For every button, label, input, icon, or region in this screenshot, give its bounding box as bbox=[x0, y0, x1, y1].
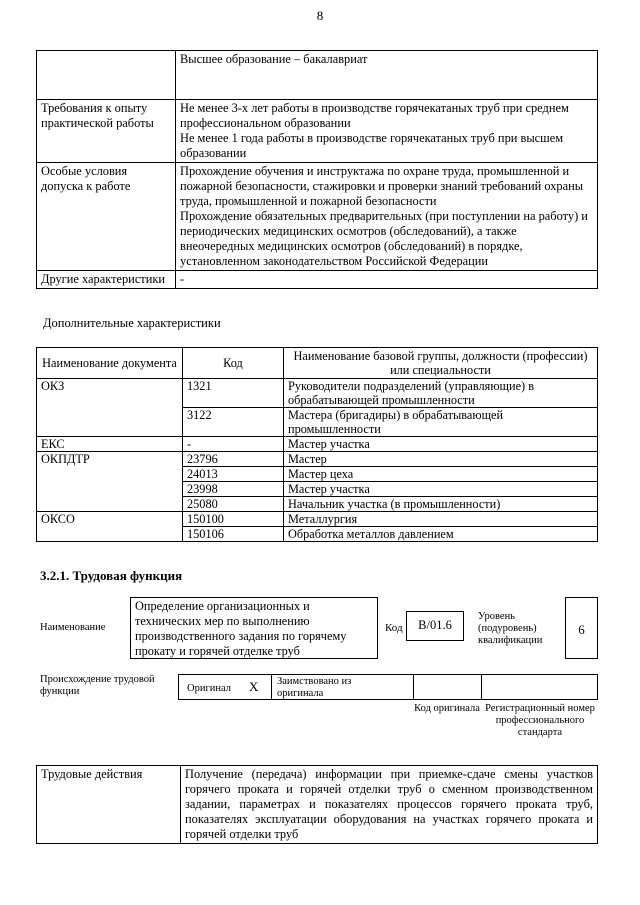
reg-number-label: Регистрационный номер профессионального стандарта bbox=[485, 703, 595, 738]
qualification-requirements-table bbox=[36, 50, 598, 289]
original-label: Оригинал bbox=[187, 683, 231, 694]
qualification-level-label: Уровень (подуровень) квалификации bbox=[478, 611, 543, 646]
reg-number-cell bbox=[481, 675, 597, 699]
labor-actions-label: Трудовые действия bbox=[37, 766, 181, 844]
row-value-line: - bbox=[180, 272, 185, 286]
cell-name: Мастер bbox=[284, 452, 598, 467]
header-document: Наименование документа bbox=[37, 348, 183, 379]
cell-code: 25080 bbox=[183, 497, 284, 512]
table-header-row bbox=[37, 348, 598, 379]
row-value bbox=[176, 163, 598, 271]
row-value-line: Не менее 1 года работы в производстве горячекатаных труб при высшем образовании bbox=[180, 131, 564, 160]
row-value bbox=[176, 51, 598, 100]
function-code-value: В/01.6 bbox=[406, 611, 464, 641]
cell-code: 23998 bbox=[183, 482, 284, 497]
cell-code: - bbox=[183, 437, 284, 452]
cell-name: Начальник участка (в промышленности) bbox=[284, 497, 598, 512]
table-row bbox=[37, 51, 598, 100]
origin-row bbox=[178, 674, 598, 700]
row-label: Другие характеристики bbox=[37, 271, 176, 289]
cell-doc: ОКЗ bbox=[37, 379, 183, 437]
cell-code: 150100 bbox=[183, 512, 284, 527]
borrowed-label: Заимствовано из оригинала bbox=[277, 676, 352, 699]
code-label: Код bbox=[385, 622, 403, 634]
additional-characteristics-table bbox=[36, 347, 598, 542]
cell-name: Мастер цеха bbox=[284, 467, 598, 482]
table-row bbox=[37, 452, 598, 467]
table-row bbox=[37, 766, 598, 844]
cell-name: Руководители подразделений (управляющие) в обрабатывающей промышленности bbox=[284, 379, 598, 408]
row-label bbox=[37, 51, 176, 100]
cell-doc: ОКСО bbox=[37, 512, 183, 542]
section-title: 3.2.1. Трудовая функция bbox=[40, 568, 183, 583]
cell-name: Мастера (бригадиры) в обрабатывающей промышленности bbox=[284, 408, 598, 437]
page-number: 8 bbox=[316, 8, 324, 23]
table-row bbox=[37, 512, 598, 527]
table-row bbox=[37, 379, 598, 408]
code-original-label: Код оригинала bbox=[414, 703, 480, 714]
table-row bbox=[37, 271, 598, 289]
table-row bbox=[37, 163, 598, 271]
header-code: Код bbox=[183, 348, 284, 379]
code-original-cell bbox=[413, 675, 482, 699]
row-value-line: Не менее 3-х лет работы в производстве горячекатаных труб при среднем профессиональном образовании bbox=[180, 101, 569, 130]
row-label: Особые условия допуска к работе bbox=[37, 163, 176, 271]
origin-label: Происхождение трудовой функции bbox=[40, 674, 155, 697]
origin-original-cell bbox=[179, 675, 272, 699]
labor-actions-text: Получение (передача) информации при приемке-сдаче смены участков горячего проката и горячей отделки труб о сменном производственном задании, параметрах и показателях процессов горячего проката труб, показателях эксплуатации оборудования на участках горячего проката и горячей отделки труб bbox=[181, 766, 598, 844]
function-name-value: Определение организационных и технических мер по выполнению производственного задания по горячему прокату и горячей отделке труб bbox=[130, 597, 378, 659]
row-value bbox=[176, 271, 598, 289]
row-value-line: Прохождение обязательных предварительных (при поступлении на работу) и периодических медицинских осмотров (обследований), а также внеочередных медицинских осмотров (обследований) в порядке, установленном законодательством Российской Федерации bbox=[180, 209, 588, 268]
additional-characteristics-title: Дополнительные характеристики bbox=[43, 316, 221, 330]
origin-borrowed-cell bbox=[271, 675, 414, 699]
header-name: Наименование базовой группы, должности (профессии) или специальности bbox=[284, 348, 598, 379]
cell-name: Металлургия bbox=[284, 512, 598, 527]
row-value-line: Прохождение обучения и инструктажа по охране труда, промышленной и пожарной безопасности, стажировки и проверки знаний требований охраны труда, промышленной и пожарной безопасности bbox=[180, 164, 584, 208]
table-row bbox=[37, 437, 598, 452]
row-value bbox=[176, 100, 598, 163]
cell-name: Мастер участка bbox=[284, 437, 598, 452]
cell-code: 3122 bbox=[183, 408, 284, 437]
qualification-level-value: 6 bbox=[565, 597, 598, 659]
cell-name: Мастер участка bbox=[284, 482, 598, 497]
labor-actions-table bbox=[36, 765, 598, 844]
cell-name: Обработка металлов давлением bbox=[284, 527, 598, 542]
cell-code: 23796 bbox=[183, 452, 284, 467]
cell-doc: ОКПДТР bbox=[37, 452, 183, 512]
name-label: Наименование bbox=[40, 622, 106, 633]
table-row bbox=[37, 100, 598, 163]
cell-doc: ЕКС bbox=[37, 437, 183, 452]
cell-code: 24013 bbox=[183, 467, 284, 482]
cell-code: 1321 bbox=[183, 379, 284, 408]
row-label: Требования к опыту практической работы bbox=[37, 100, 176, 163]
original-mark: X bbox=[249, 679, 259, 694]
row-value-line: Высшее образование – бакалавриат bbox=[180, 52, 368, 66]
cell-code: 150106 bbox=[183, 527, 284, 542]
